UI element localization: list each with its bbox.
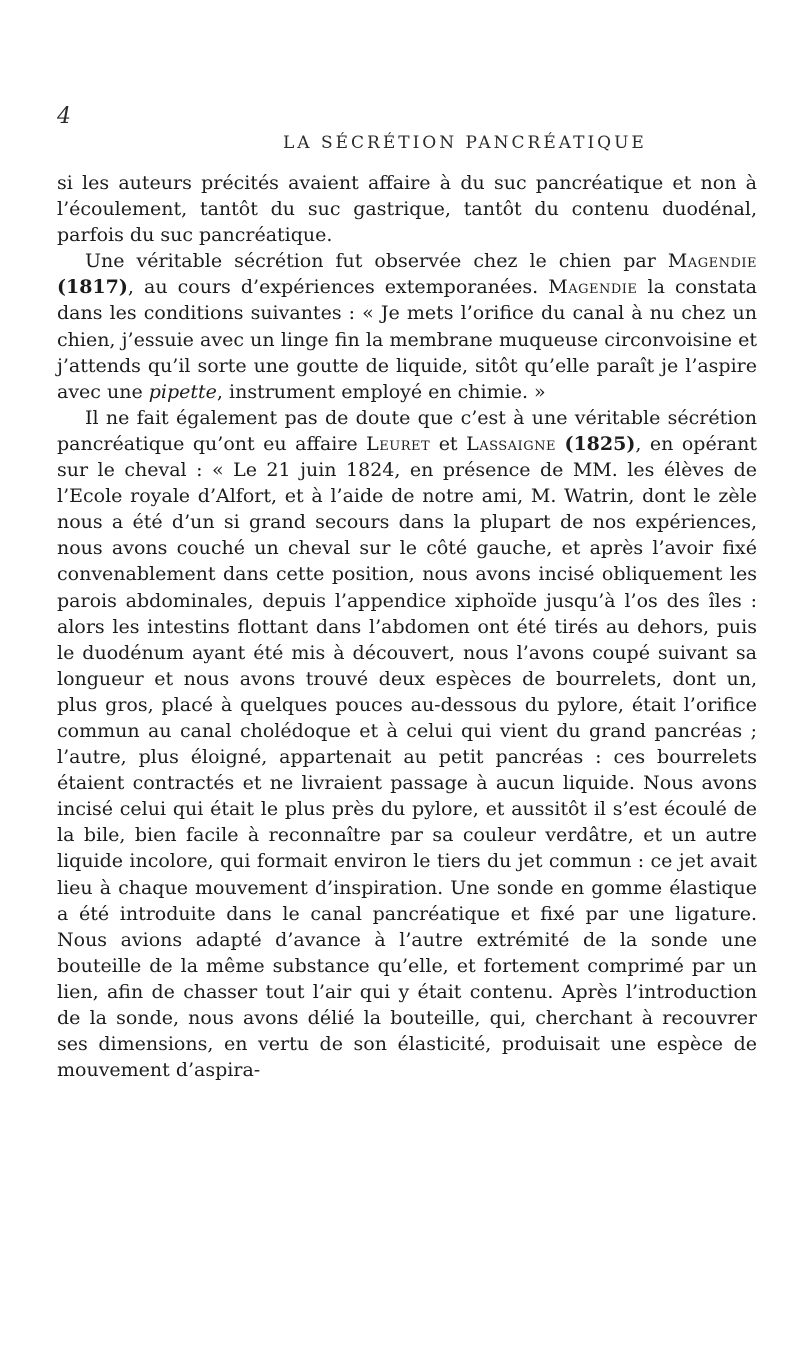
year-1825: (1825) <box>564 432 636 455</box>
p2-italic-pipette: pipette <box>148 380 217 403</box>
author-magendie: Magendie <box>667 250 757 273</box>
p2-lead: Une véritable sécrétion fut observée chez le chien par <box>85 250 668 273</box>
paragraph-1 <box>57 170 757 248</box>
paragraph-1-text: si les auteurs précités avaient affaire à du suc pancréatique et non à l’écoulement, tantôt du suc gastrique, tantôt du contenu duodénal, parfois du suc pancréatique. <box>57 172 757 247</box>
p3-and: et <box>430 432 467 455</box>
author-magendie-2: Magendie <box>548 276 638 299</box>
body-text <box>57 170 757 1083</box>
page-number: 4 <box>57 104 71 129</box>
paragraph-3 <box>57 405 757 1083</box>
p3-lead: Il ne fait également pas de doute que c’est à une véritable sécrétion pancréatique qu’ont eu affaire <box>57 406 757 455</box>
author-lassaigne: Lassaigne <box>466 432 556 455</box>
p2-mid: , au cours d’expériences extemporanées. <box>127 276 549 299</box>
year-1817: (1817) <box>57 276 128 299</box>
p2-quote-start: la constata dans les conditions suivantes : « Je mets l’orifice du canal à nu chez un chien, j’essuie avec un linge fin la membrane muqueuse circonvoisine et j’attends qu’il sorte une goutte de liquide, sitôt qu’elle paraît je l’aspire avec une <box>57 276 757 403</box>
p2-quote-end: , instrument employé en chimie. » <box>216 380 546 403</box>
p3-rest: , en opérant sur le cheval : « Le 21 juin 1824, en présence de MM. les élèves de l’Ecole royale d’Alfort, et à l’aide de notre ami, M. Watrin, dont le zèle nous a été d’un si grand secours dans la plupart de nos expériences, nous avons couché un cheval sur le côté gauche, et après l’avoir fixé convenablement dans cette position, nous avons incisé obliquement les parois abdominales, depuis l’appendice xiphoïde jusqu’à l’os des îles : alors les intestins flottant dans l’abdomen ont été tirés au dehors, puis le duodénum ayant été mis à découvert, nous l’avons coupé suivant sa longueur et nous avons trouvé deux espèces de bourrelets, dont un, plus gros, placé à quelques pouces au-dessous du pylore, était l’orifice commun au canal cholédoque et à celui qui vient du grand pancréas ; l’autre, plus éloigné, appartenait au petit pancréas : ces bourrelets étaient contractés et ne livraient passage à aucun liquide. Nous avons incisé celui qui était le plus près du pylore, et aussitôt il s’est écoulé de la bile, bien facile à reconnaître par sa couleur verdâtre, et un autre liquide incolore, qui formait environ le tiers du jet commun : ce jet avait lieu à chaque mouvement d’inspiration. Une sonde en gomme élastique a été introduite dans le canal pancréatique et fixé par une ligature. Nous avions adapté d’avance à l’autre extrémité de la sonde une bouteille de la même substance qu’elle, et fortement comprimé par un lien, afin de chasser tout l’air qui y était contenu. Après l’introduction de la sonde, nous avons délié la bouteille, qui, cherchant à recouvrer ses dimensions, en vertu de son élasticité, produisait une espèce de mouvement d’aspira- <box>57 432 757 1082</box>
author-leuret: Leuret <box>366 432 431 455</box>
running-title: LA SÉCRÉTION PANCRÉATIQUE <box>283 133 647 153</box>
paragraph-2 <box>57 248 757 405</box>
